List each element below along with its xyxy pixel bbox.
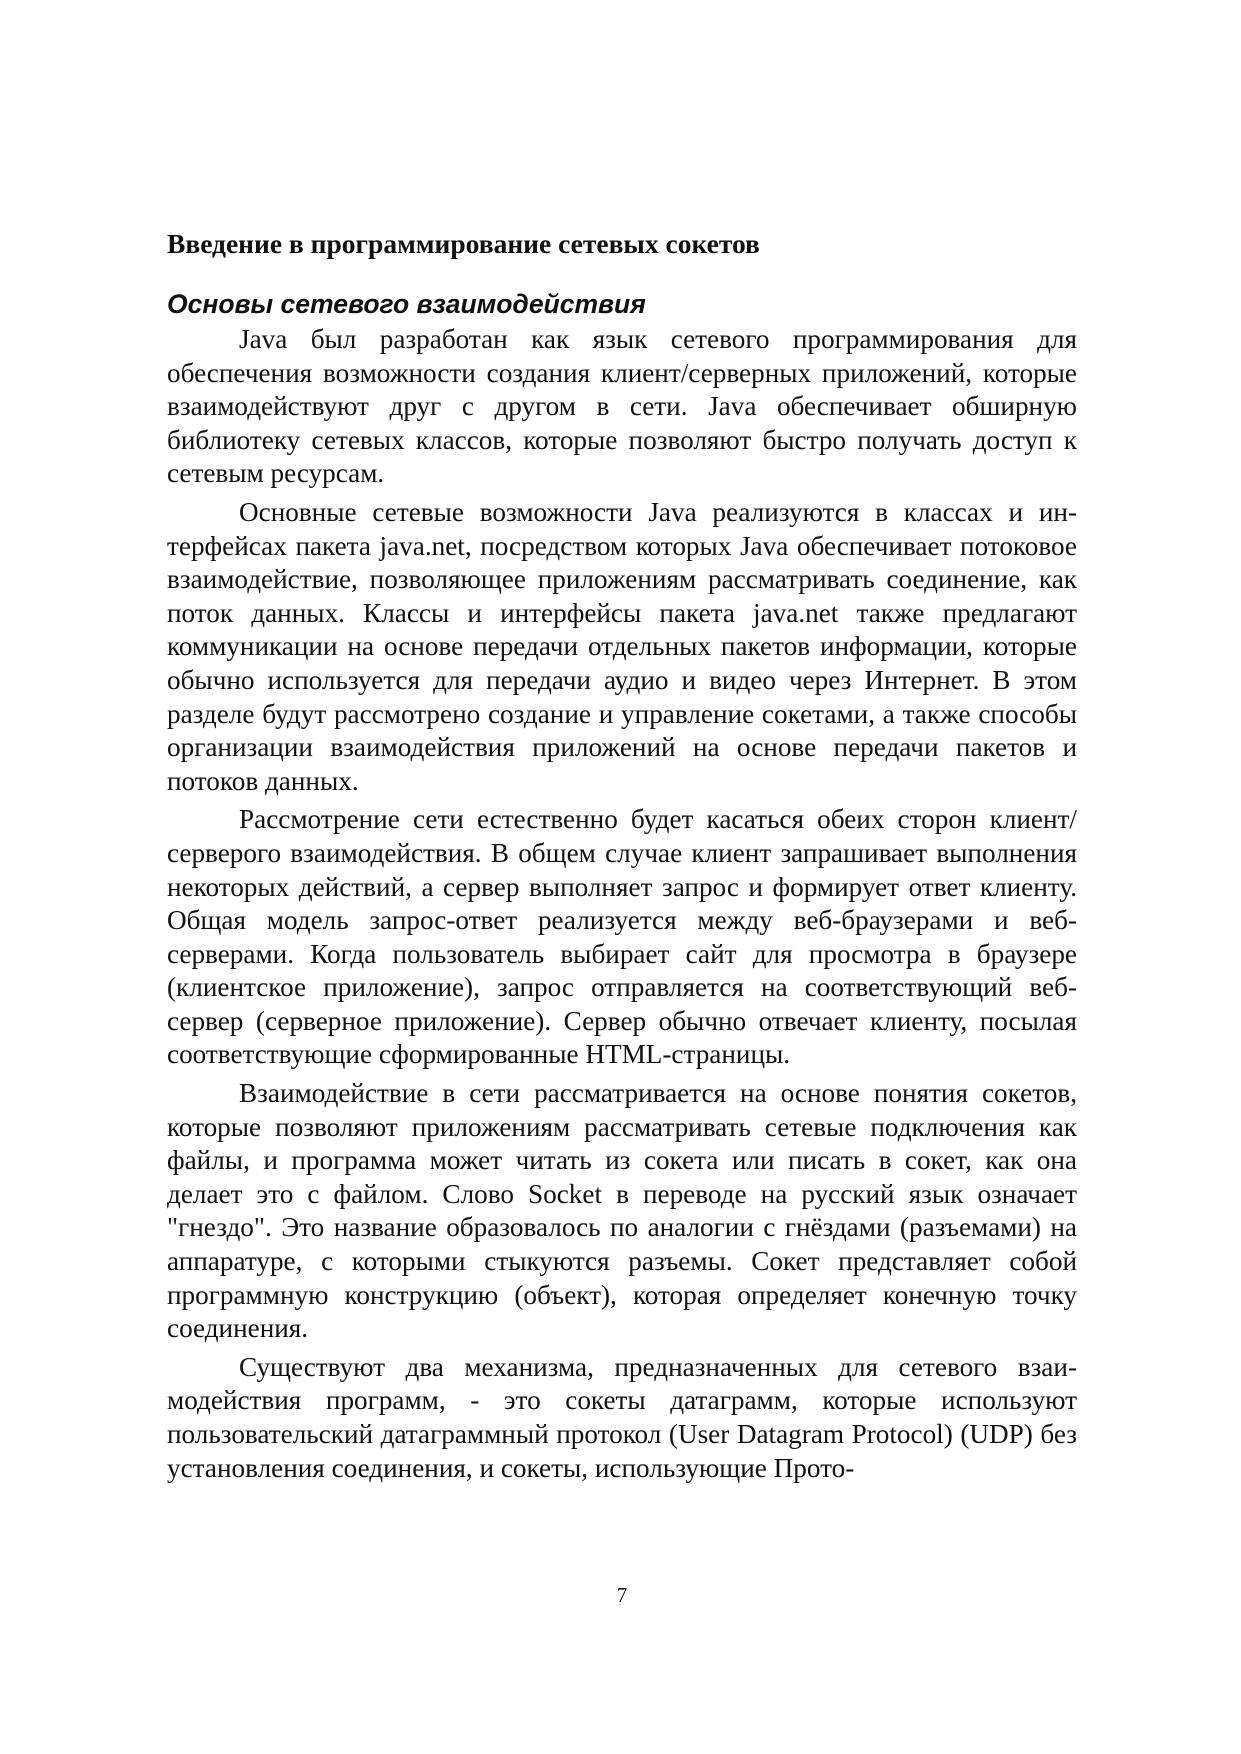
chapter-title: Введение в программирование сетевых сокетов bbox=[167, 228, 760, 259]
body-text bbox=[167, 323, 1077, 1490]
section-title: Основы сетевого взаимодействия bbox=[167, 289, 646, 319]
page-number: 7 bbox=[616, 1583, 628, 1607]
paragraph: Основные сетевые возможности Java реализуются в классах и интерфейсах пакета java.net, посредством которых Java обеспечивает потоковое взаимодействие, позволяющее приложениям рассматривать соединение, как поток данных. Классы и интерфейсы пакета java.net также предлагают коммуникации на основе передачи отдельных пакетов информации, которые обычно используется для передачи аудио и видео через Интернет. В этом разделе будут рассмотрено создание и управление сокетами, а также способы организации взаимодействия приложений на основе передачи пакетов и потоков данных. bbox=[167, 496, 1077, 796]
document-page bbox=[167, 0, 1077, 1754]
paragraph: Java был разработан как язык сетевого программирования для обеспечения возможности создания клиент/серверных приложений, которые взаимодействуют друг с другом в сети. Java обеспечивает обширную библиотеку сетевых классов, которые позволяют быстро получать доступ к сетевым ресурсам. bbox=[167, 324, 1077, 489]
paragraph: Взаимодействие в сети рассматривается на основе понятия сокетов, которые позволяют приложениям рассматривать сетевые подключения как файлы, и программа может читать из сокета или писать в сокет, как она делает это с файлом. Слово Socket в переводе на русский язык означает "гнездо". Это название образовалось по аналогии с гнёздами (разъемами) на аппаратуре, с которыми стыкуются разъемы. Сокет представляет собой программную конструкцию (объект), которая определяет конечную точку соединения. bbox=[167, 1078, 1077, 1344]
paragraph: Существуют два механизма, предназначенных для сетевого взаимодействия программ, - это сокеты датаграмм, которые используют пользовательский датаграммный протокол (User Datagram Protocol) (UDP) без установления соединения, и сокеты, использующие Прото- bbox=[167, 1351, 1077, 1483]
paragraph: Рассмотрение сети естественно будет касаться обеих сторон клиент/серверого взаимодействия. В общем случае клиент запрашивает выполнения некоторых действий, а сервер выполняет запрос и формирует ответ клиенту. Общая модель запрос-ответ реализуется между веб-браузерами и веб-серверами. Когда пользователь выбирает сайт для просмотра в браузере (клиентское приложение), запрос отправляется на соответствующий веб-сервер (серверное приложение). Сервер обычно отвечает клиенту, посылая соответствующие сформированные HTML-страницы. bbox=[167, 804, 1077, 1070]
